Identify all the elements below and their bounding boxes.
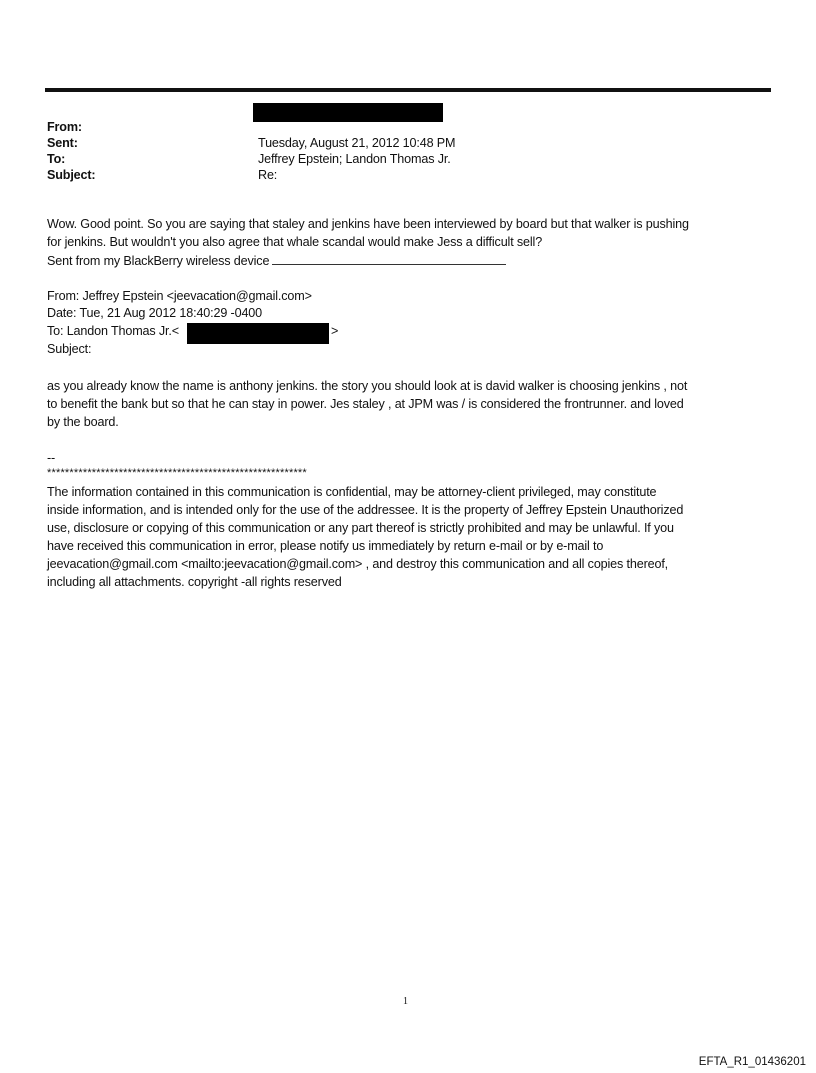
to-value: Jeffrey Epstein; Landon Thomas Jr. — [258, 152, 451, 166]
quoted-from: From: Jeffrey Epstein <jeevacation@gmail.com> — [47, 289, 312, 303]
sent-value: Tuesday, August 21, 2012 10:48 PM — [258, 136, 456, 150]
signature-stars: ********************************************************** — [47, 467, 307, 479]
quoted-to — [47, 323, 179, 339]
reply-signature — [47, 252, 506, 269]
quoted-to-text: To: Landon Thomas Jr.< — [47, 324, 179, 338]
subject-value: Re: — [258, 168, 278, 182]
quoted-body-line: to benefit the bank but so that he can stay in power. Jes staley , at JPM was / is considered the frontrunner. and loved — [47, 397, 684, 411]
redaction-to — [187, 323, 329, 344]
header-rule — [45, 88, 771, 92]
quoted-date: Date: Tue, 21 Aug 2012 18:40:29 -0400 — [47, 306, 263, 320]
redaction-from — [253, 103, 443, 122]
reply-line: Sent from my BlackBerry wireless device — [47, 254, 270, 268]
quoted-subject: Subject: — [47, 342, 92, 356]
from-label: From: — [47, 120, 82, 134]
disclaimer-line: including all attachments. copyright -all rights reserved — [47, 575, 342, 589]
reply-line: for jenkins. But wouldn't you also agree that whale scandal would make Jess a difficult sell? — [47, 235, 543, 249]
disclaimer-line: use, disclosure or copying of this communication or any part thereof is strictly prohibited and may be unlawful. If you — [47, 521, 674, 535]
disclaimer-line: The information contained in this communication is confidential, may be attorney-client privileged, may constitute — [47, 485, 657, 499]
disclaimer-line: jeevacation@gmail.com <mailto:jeevacation@gmail.com> , and destroy this communication and all copies thereof, — [47, 557, 669, 571]
quoted-to-close: > — [331, 324, 339, 338]
to-label: To: — [47, 152, 66, 166]
quoted-body-line: by the board. — [47, 415, 119, 429]
signature-dashes: -- — [47, 451, 56, 465]
subject-label: Subject: — [47, 168, 96, 182]
sent-label: Sent: — [47, 136, 78, 150]
page-number: 1 — [403, 996, 408, 1007]
reply-line: Wow. Good point. So you are saying that staley and jenkins have been interviewed by board but that walker is pushing — [47, 217, 689, 231]
document-id: EFTA_R1_01436201 — [698, 1056, 806, 1068]
disclaimer-line: have received this communication in error, please notify us immediately by return e-mail or by e-mail to — [47, 539, 604, 553]
signature-underline — [272, 252, 506, 265]
disclaimer-line: inside information, and is intended only for the use of the addressee. It is the property of Jeffrey Epstein Unauthorized — [47, 503, 684, 517]
quoted-body-line: as you already know the name is anthony jenkins. the story you should look at is david walker is choosing jenkins , not — [47, 379, 688, 393]
